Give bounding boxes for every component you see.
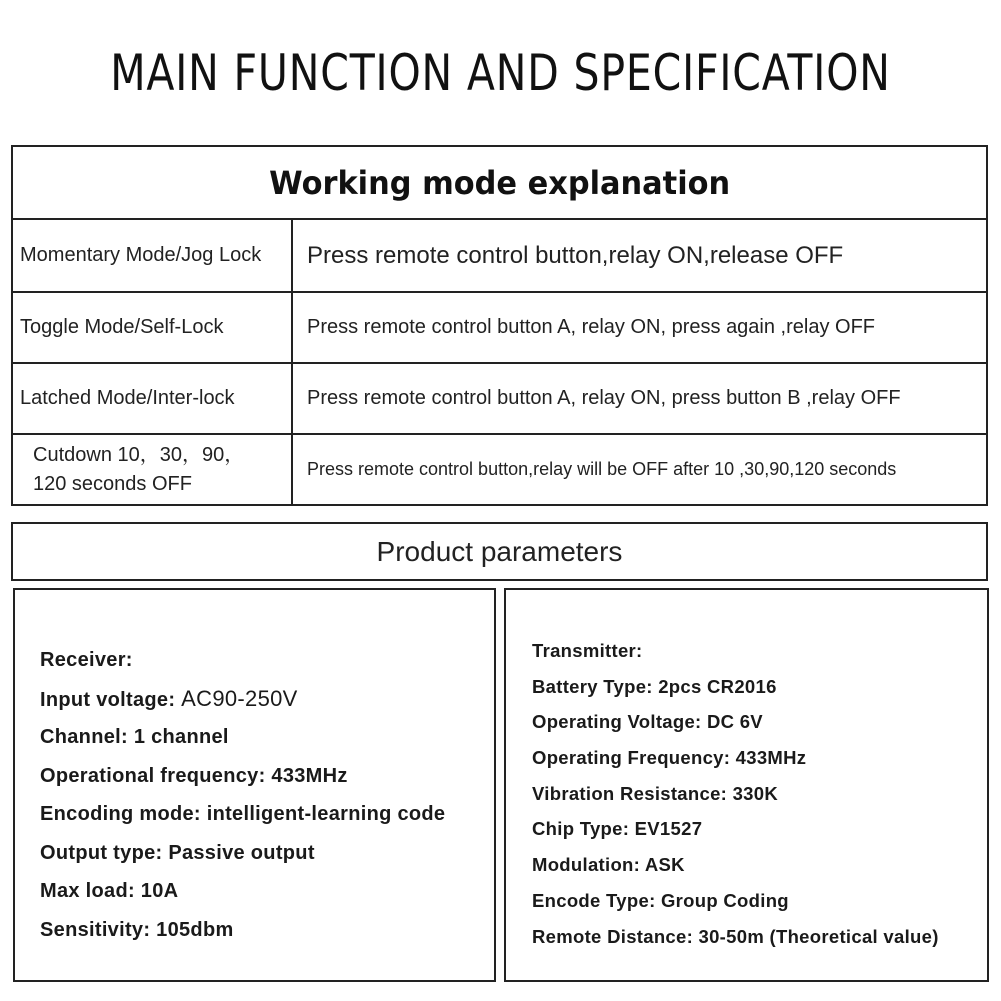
transmitter-encode-type: Encode Type: Group Coding (532, 889, 789, 911)
receiver-output-type: Output type: Passive output (40, 841, 315, 864)
input-voltage-value: AC90-250V (181, 685, 298, 711)
mode-name-cutdown-line2: 120 seconds OFF (33, 472, 192, 495)
receiver-max-load: Max load: 10A (40, 880, 179, 902)
product-parameters-heading-text: Product parameters (376, 535, 623, 567)
transmitter-panel (504, 588, 989, 982)
receiver-encoding-mode: Encoding mode: intelligent-learning code (40, 803, 446, 825)
mode-row-latched (13, 364, 986, 435)
mode-desc-cutdown: Press remote control button,relay will be OFF after 10 ,30,90,120 seconds (307, 459, 897, 479)
mode-row-momentary (13, 220, 986, 293)
receiver-heading: Receiver: (40, 649, 133, 671)
transmitter-operating-voltage: Operating Voltage: DC 6V (532, 711, 763, 733)
mode-name-cutdown (13, 435, 293, 504)
mode-row-cutdown (13, 435, 986, 504)
page-title: MAIN FUNCTION AND SPECIFICATION (110, 44, 891, 102)
mode-desc-latched: Press remote control button A, relay ON, press button B ,relay OFF (307, 387, 901, 409)
product-parameters-heading (11, 522, 988, 581)
receiver-sensitivity: Sensitivity: 105dbm (40, 918, 234, 941)
transmitter-vibration-resistance: Vibration Resistance: 330K (532, 782, 778, 804)
mode-name-momentary: Momentary Mode/Jog Lock (13, 220, 293, 291)
working-mode-table (11, 145, 988, 506)
transmitter-battery-type: Battery Type: 2pcs CR2016 (532, 675, 777, 697)
transmitter-operating-frequency: Operating Frequency: 433MHz (532, 747, 807, 769)
receiver-operational-frequency: Operational frequency: 433MHz (40, 764, 348, 787)
receiver-panel (13, 588, 496, 982)
input-voltage-label: Input voltage: (40, 688, 182, 711)
mode-row-toggle (13, 293, 986, 364)
mode-name-toggle: Toggle Mode/Self-Lock (13, 293, 293, 362)
mode-desc-toggle: Press remote control button A, relay ON, press again ,relay OFF (307, 316, 876, 338)
working-mode-heading-text: Working mode explanation (268, 163, 731, 202)
receiver-channel: Channel: 1 channel (40, 726, 229, 748)
working-mode-heading (13, 147, 986, 220)
mode-name-cutdown-line1: Cutdown 10，30，90， (33, 443, 245, 466)
transmitter-remote-distance: Remote Distance: 30-50m (Theoretical value) (532, 925, 939, 947)
mode-desc-momentary: Press remote control button,relay ON,release OFF (307, 241, 844, 269)
transmitter-modulation: Modulation: ASK (532, 854, 685, 876)
receiver-spec-list (15, 590, 494, 949)
transmitter-chip-type: Chip Type: EV1527 (532, 818, 703, 840)
transmitter-heading: Transmitter: (532, 640, 643, 661)
mode-name-latched: Latched Mode/Inter-lock (13, 364, 293, 433)
receiver-input-voltage (40, 680, 494, 719)
transmitter-spec-list (506, 590, 987, 954)
